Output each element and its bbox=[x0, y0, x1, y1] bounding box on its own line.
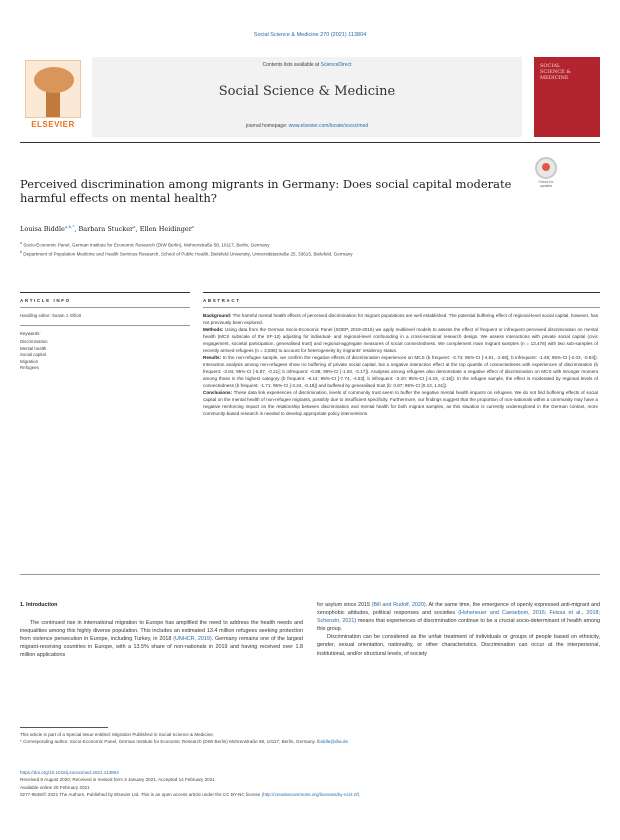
body-paragraph bbox=[317, 601, 600, 633]
check-for-updates-button[interactable] bbox=[533, 157, 559, 187]
abstract-text: Using data from the German Socio-Economic Panel (SOEP, 2019-2016) we apply multilevel models to assess the effect of frequent or infrequent perceived discrimination on mental health (MCS subscale of the SF-12) adjusting for individual- and regional-level confounding in a cross-sectional research design. We assess interactions with private social capital (civic engagement, societal participation, generalised trust) and regional-aggregate measures of social connectedness. We complement main migrant samples (n = 13,478) with two sub-samples of recently arrived refugees (n = 3,836) to account for heterogeneity by migrants' residency status. bbox=[203, 327, 598, 353]
abstract-results bbox=[203, 354, 598, 389]
abstract-bottom-rule bbox=[20, 574, 600, 575]
journal-title: Social Science & Medicine bbox=[218, 84, 396, 99]
body-text: . Germany remains one of the largest migrant-receiving countries in Europe, with a 13.5% share of non-nationals in 2019 and having received over 1.8 million applications bbox=[20, 636, 303, 659]
keyword-item[interactable]: Migration bbox=[20, 358, 39, 364]
available-online: Available online 20 February 2021 bbox=[20, 784, 90, 790]
elsevier-wordmark: ELSEVIER bbox=[31, 120, 75, 129]
abstract-label: Results: bbox=[203, 355, 222, 360]
history-divider bbox=[20, 325, 190, 326]
abstract-text: These data link experiences of discrimination, levels of community trust seem to buffer the negative mental health impacts on refugees. We do not find buffering effects of social capital on the mental health of non-refugee migrants, possibly due to insufficient specificity. Furthermore, our findings suggest that the proportion of non-nationals within a community may have a negative reinforcing impact on the relationship between discrimination and mental health for both migrant samples, as this situation is currently underexplored in the German context, more community-based research is needed to develop appropriate policy interventions. bbox=[203, 390, 598, 416]
email-link[interactable]: lbiddle@diw.de bbox=[317, 739, 349, 744]
abstract-conclusions bbox=[203, 389, 598, 417]
author-name[interactable]: Barbara Stucker bbox=[78, 225, 134, 234]
footnote bbox=[20, 738, 600, 745]
sciencedirect-link[interactable]: ScienceDirect bbox=[320, 62, 352, 68]
publication-info bbox=[20, 769, 600, 799]
cover-title: SOCIAL SCIENCE & MEDICINE bbox=[540, 63, 571, 81]
journal-cover-thumbnail[interactable] bbox=[534, 57, 600, 137]
footnote-text: * Corresponding author. Socio-Economic Panel, German Institute for Economic Research (DIW Berlin) Mohrenstraße 58, 10117, Berlin, Germany. bbox=[20, 739, 316, 744]
abstract-label: Background: bbox=[203, 313, 232, 318]
license-end: . bbox=[359, 792, 361, 798]
citation-link[interactable]: (Hoheneuer and Caesebom, 2016; Feissa et al., 2018; Schenzin, 2021) bbox=[317, 610, 600, 625]
abstract-top-rule bbox=[203, 292, 600, 293]
check-updates-icon bbox=[535, 157, 557, 179]
article-info-divider bbox=[20, 307, 190, 308]
abstract-text: The harmful mental health effects of perceived discrimination for migrant populations are well established. The potential buffering effect of regional-level social capital, however, has not previously been explored. bbox=[203, 313, 599, 325]
affiliation-mark: b bbox=[20, 250, 22, 254]
body-text: means that experiences of discrimination continue to be a crucial socio-determinant of health among this group. bbox=[317, 618, 600, 633]
masthead-banner bbox=[92, 57, 522, 137]
doi-link[interactable]: https://doi.org/10.1016/j.socscimed.2021.113804 bbox=[20, 770, 119, 775]
abstract-divider bbox=[203, 307, 600, 308]
article-info-top-rule bbox=[20, 292, 190, 293]
homepage-line bbox=[92, 123, 522, 129]
license-statement bbox=[20, 791, 600, 798]
affiliation-text: Department of Population Medicine and Health Services Research, School of Public Health, Bielefeld University, Universitätsstraße 25, 33615, Bielefeld, Germany bbox=[23, 251, 353, 257]
keyword-item[interactable]: Social capital bbox=[20, 352, 46, 358]
citation-link[interactable]: (UNHCR, 2019) bbox=[173, 636, 212, 643]
affiliation-mark: a bbox=[20, 241, 22, 245]
abstract-background bbox=[203, 312, 598, 326]
author-marks[interactable]: a bbox=[191, 224, 195, 229]
license-text: 0277-9536/© 2021 The Authors. Published by Elsevier Ltd. This is an open access article under the CC BY-NC license bbox=[20, 792, 261, 798]
journal-reference[interactable]: Social Science & Medicine 270 (2021) 113804 bbox=[253, 32, 367, 38]
abstract-body bbox=[203, 312, 598, 417]
keyword-item[interactable]: Discrimination bbox=[20, 339, 48, 344]
footnote: This article is part of a Special Issue entitled: Migration Published in Social Science & Medicine. bbox=[20, 732, 215, 737]
elsevier-logo[interactable] bbox=[20, 60, 86, 132]
body-column-right bbox=[317, 601, 600, 658]
journal-masthead bbox=[20, 57, 600, 137]
affiliation bbox=[20, 250, 600, 257]
journal-homepage-link[interactable]: www.elsevier.com/locate/socscimed bbox=[288, 123, 369, 129]
author-name[interactable]: Louisa Biddle bbox=[20, 225, 65, 234]
affiliation bbox=[20, 241, 600, 248]
body-text: The continued rise in international migration to Europe has amplified the need to address the health needs and inequalities among this highly diverse population. This includes an estimated 13.4 million refugees seeking protection from violence persecution in Europe, including Turkey, in 2018 bbox=[20, 620, 303, 643]
body-paragraph bbox=[20, 619, 303, 659]
body-column-left bbox=[20, 601, 303, 660]
author-name[interactable]: Ellen Heidinger bbox=[139, 225, 192, 234]
citation-link[interactable]: (Bill and Rudolf, 2020) bbox=[371, 602, 426, 608]
footnotes bbox=[20, 731, 600, 745]
body-text: for asylum since 2015 bbox=[317, 602, 371, 608]
author-list: Louisa Biddle$^{a,b,*}$, Barbara Stucker$^a$, Ellen Heidinger$^a$ bbox=[20, 224, 195, 234]
affiliation-text: Socio-Economic Panel, German Institute for Economic Research (DIW Berlin), Mohrenstraße 58, 10117, Berlin, Germany bbox=[23, 242, 270, 248]
footnote-rule bbox=[20, 727, 108, 728]
abstract-heading: ABSTRACT bbox=[203, 298, 241, 303]
article-info-heading: ARTICLE INFO bbox=[20, 298, 71, 303]
masthead-divider bbox=[20, 142, 600, 143]
introduction-heading: 1. Introduction bbox=[20, 602, 58, 608]
author-marks[interactable]: a,b,* bbox=[64, 224, 75, 229]
abstract-label: Conclusions: bbox=[203, 390, 233, 395]
contents-prefix: Contents lists available at bbox=[262, 62, 320, 68]
elsevier-tree-icon bbox=[25, 60, 81, 118]
body-paragraph: Discrimination can be considered as the unfair treatment of individuals or groups of people based on ethnicity, gender, sexual orientation, nationality, or other characteristics. Discrimination can occur at the interpersonal, institutional, and/or structural levels, of society bbox=[317, 634, 600, 657]
contents-line bbox=[92, 62, 522, 68]
keywords-list bbox=[20, 339, 48, 372]
homepage-prefix: journal homepage: bbox=[245, 123, 288, 129]
license-link[interactable]: (http://creativecommons.org/licenses/by-nc/4.0/) bbox=[261, 792, 360, 798]
received-dates: Received 8 August 2020; Received in revised form 3 January 2021; Accepted 14 February 2021 bbox=[20, 777, 215, 783]
abstract-label: Methods: bbox=[203, 327, 224, 332]
abstract-text: In the non-refugee sample, we confirm the negative effects of discrimination experiences on MCS (b frequent: -3.73; 95%-CI [-4.81, -2.65]; b infrequent: -1.48; 95%-CI [-2.03, -0.93]). Interaction analysis among non-refugees show no buffering of private social capital, but a negative interaction effect at the top quartile of connectedness with experiences of discrimination (b frequent: -3.04; 95%-CI [-5.87, -0.21]; b infrequent: -0.88; 95%-CI [-1.93, -0.17]). Analyses among refugees also demonstrate a negative effect of discrimination on MCS with stronger moment among those in the highest category (b frequent: -6.14; 95%-CI [-7.74, -4.53]; b infrequent: -3.20; 95%-CI [-4.23, -2.16]). In the refugee sample, the effect is moderated by regional levels of connectedness (b frequent: -1.71; 95%-CI [-3.24, -0.18]) and buffered by generalised trust (b: 0.87; 95%-CI [0.13, 1.61]). bbox=[203, 355, 598, 388]
article-history: Handling editor: Susan J. Elliott bbox=[20, 313, 82, 318]
keywords-heading: Keywords: bbox=[20, 331, 41, 336]
check-updates-label: Check for updates bbox=[538, 180, 554, 188]
author-marks[interactable]: a bbox=[133, 224, 136, 229]
keyword-item[interactable]: Mental health bbox=[20, 345, 47, 351]
body-text: . At the same time, the emergence of openly expressed anti-migrant and xenophobic attitudes, political responses and societies bbox=[317, 602, 601, 617]
article-title: Perceived discrimination among migrants in Germany: Does social capital moderate harmful effects on mental health? bbox=[20, 177, 512, 205]
keyword-item[interactable]: Refugees bbox=[20, 365, 39, 371]
abstract-methods bbox=[203, 326, 598, 354]
